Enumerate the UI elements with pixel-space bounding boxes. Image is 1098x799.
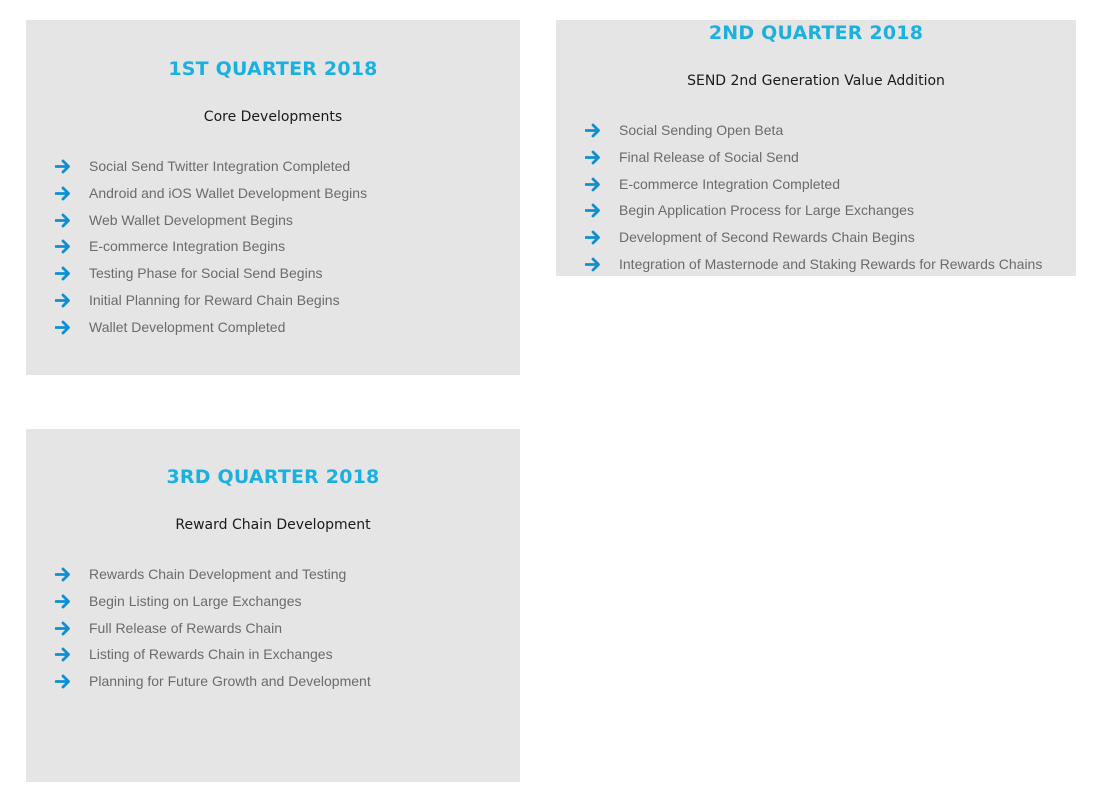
card-subtitle: Reward Chain Development	[175, 517, 371, 533]
milestone-label: Rewards Chain Development and Testing	[89, 566, 347, 582]
roadmap-card-q3	[26, 429, 520, 782]
milestone-item	[556, 117, 1076, 144]
card-title: 1ST QUARTER 2018	[168, 58, 378, 80]
arrow-right-icon	[55, 266, 71, 281]
milestone-item	[556, 171, 1076, 198]
milestone-item	[556, 197, 1076, 224]
card-title: 3RD QUARTER 2018	[166, 466, 380, 488]
milestone-label: Testing Phase for Social Send Begins	[89, 265, 323, 282]
milestone-label: Listing of Rewards Chain in Exchanges	[89, 646, 333, 663]
arrow-right-icon	[55, 647, 71, 662]
milestone-list	[556, 117, 1076, 278]
roadmap-card-q2	[556, 20, 1076, 276]
milestone-label: Initial Planning for Reward Chain Begins	[89, 291, 340, 308]
milestone-label: Android and iOS Wallet Development Begins	[89, 184, 368, 201]
milestone-item	[556, 251, 1076, 278]
arrow-right-icon	[55, 293, 71, 308]
arrow-right-icon	[55, 320, 71, 335]
milestone-label: Final Release of Social Send	[619, 148, 799, 165]
milestone-label: Wallet Development Completed	[89, 318, 286, 335]
milestone-item	[26, 180, 520, 207]
arrow-right-icon	[585, 257, 601, 272]
arrow-right-icon	[55, 213, 71, 228]
milestone-item	[556, 144, 1076, 171]
milestone-label: Begin Listing on Large Exchanges	[89, 592, 302, 609]
milestone-item	[26, 561, 520, 588]
arrow-right-icon	[585, 123, 601, 138]
milestone-item	[26, 588, 520, 615]
milestone-label: Begin Application Process for Large Exchanges	[619, 202, 914, 219]
card-subtitle: Core Developments	[203, 109, 343, 125]
milestone-label: Planning for Future Growth and Development	[89, 673, 371, 690]
arrow-right-icon	[55, 239, 71, 254]
milestone-item	[556, 224, 1076, 251]
arrow-right-icon	[585, 177, 601, 192]
card-title: 2ND QUARTER 2018	[708, 22, 924, 44]
milestone-label: Integration of Masternode and Staking Rewards for Rewards Chains	[619, 255, 1043, 272]
milestone-label: Development of Second Rewards Chain Begins	[619, 229, 915, 246]
milestone-label: E-commerce Integration Completed	[619, 175, 840, 192]
milestone-label: Social Send Twitter Integration Completed	[89, 158, 351, 174]
milestone-item	[26, 233, 520, 260]
arrow-right-icon	[55, 186, 71, 201]
milestone-item	[26, 260, 520, 287]
milestone-label: Web Wallet Development Begins	[89, 211, 293, 228]
milestone-item	[26, 314, 520, 341]
arrow-right-icon	[55, 621, 71, 636]
card-subtitle: SEND 2nd Generation Value Addition	[687, 73, 945, 89]
arrow-right-icon	[55, 594, 71, 609]
milestone-item	[26, 287, 520, 314]
milestone-item	[26, 153, 520, 180]
milestone-label: Full Release of Rewards Chain	[89, 619, 282, 636]
milestone-label: E-commerce Integration Begins	[89, 238, 286, 255]
milestone-item	[26, 668, 520, 695]
milestone-label: Social Sending Open Beta	[619, 122, 784, 138]
arrow-right-icon	[55, 567, 71, 582]
arrow-right-icon	[585, 150, 601, 165]
roadmap-card-q1	[26, 20, 520, 375]
milestone-list	[26, 153, 520, 341]
arrow-right-icon	[55, 674, 71, 689]
milestone-item	[26, 615, 520, 642]
arrow-right-icon	[585, 230, 601, 245]
arrow-right-icon	[55, 159, 71, 174]
milestone-item	[26, 641, 520, 668]
milestone-list	[26, 561, 520, 695]
milestone-item	[26, 207, 520, 234]
arrow-right-icon	[585, 203, 601, 218]
